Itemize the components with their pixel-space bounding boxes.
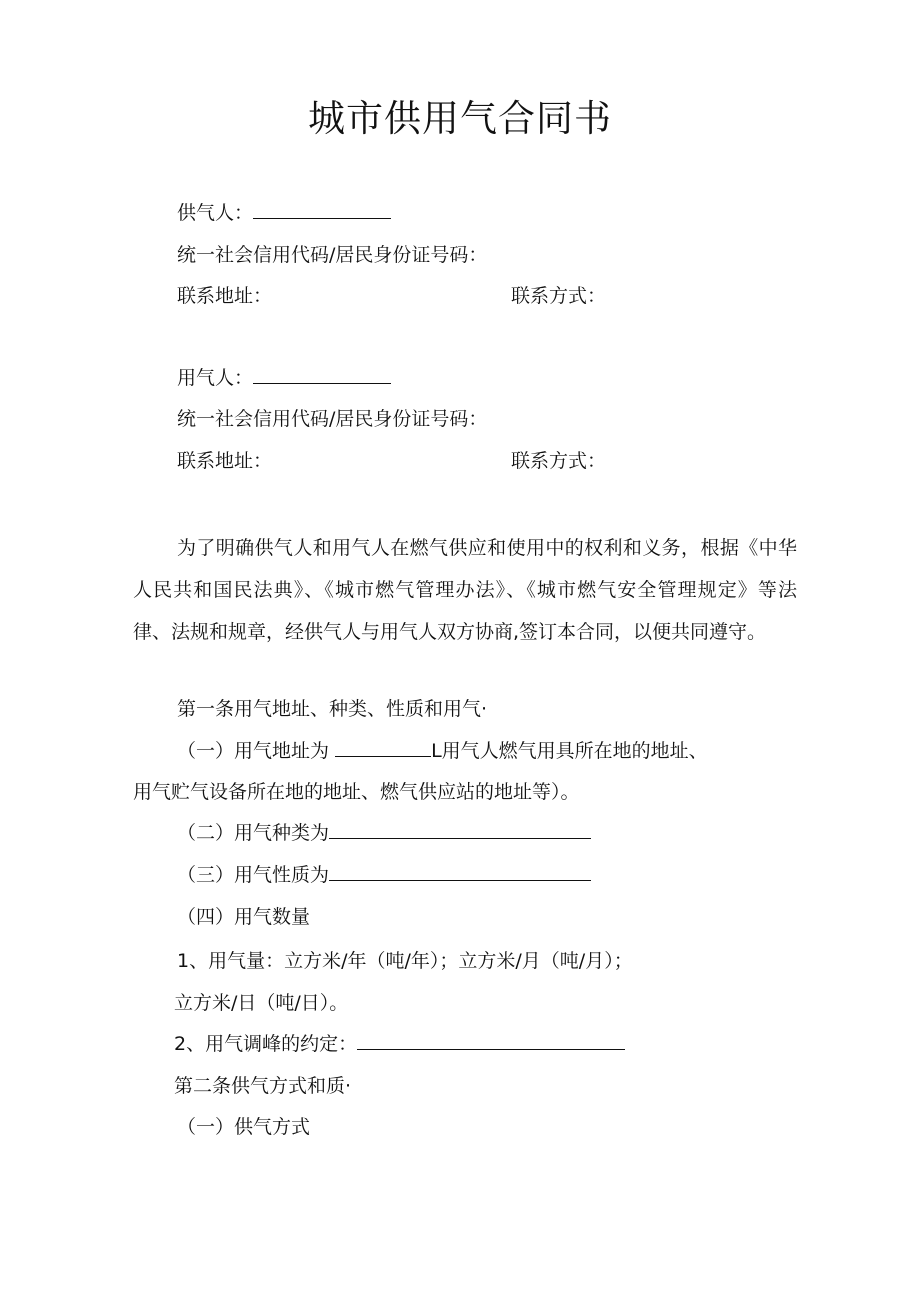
article1-item1-prefix: （一）用气地址为	[177, 740, 330, 762]
user-name-blank	[253, 365, 391, 384]
article1-item2-label: （二）用气种类为	[177, 822, 330, 844]
user-credit-code-label: 统一社会信用代码/居民身份证号码：	[177, 408, 488, 430]
supplier-address-label: 联系地址：	[177, 285, 273, 307]
article1-item1-suffix: L用气人燃气用具所在地的地址、	[431, 740, 708, 762]
article1-item4: （四）用气数量	[177, 906, 311, 928]
article1-heading: 第一条用气地址、种类、性质和用气·	[177, 698, 488, 720]
article2-heading: 第二条供气方式和质·	[174, 1075, 352, 1097]
article1-item1-continuation: 用气贮气设备所在地的地址、燃气供应站的地址等）。	[133, 781, 580, 803]
supplier-credit-code-label: 统一社会信用代码/居民身份证号码：	[177, 244, 488, 266]
supplier-contact-label: 联系方式：	[511, 285, 607, 307]
peak-regulation-label: 2、用气调峰的约定：	[174, 1033, 358, 1055]
article1-item2-line	[177, 819, 591, 847]
user-address-label: 联系地址：	[177, 450, 273, 472]
gas-nature-blank	[329, 862, 591, 881]
supplier-name-blank	[253, 200, 391, 219]
article1-item3-line	[177, 861, 591, 889]
article1-item3-label: （三）用气性质为	[177, 864, 330, 886]
gas-type-blank	[329, 820, 591, 839]
user-contact-label: 联系方式：	[511, 450, 607, 472]
supplier-name-label: 供气人：	[177, 202, 254, 224]
article2-item1: （一）供气方式	[177, 1116, 311, 1138]
address-blank	[335, 738, 431, 757]
intro-paragraph: 为了明确供气人和用气人在燃气供应和使用中的权利和义务，根据《中华人民共和国民法典》、《城市燃气管理办法》、《城市燃气安全管理规定》等法律、法规和规章，经供气人与用气人双方协商,签订本合同，以便共同遵守。	[133, 537, 797, 643]
supplier-name-line	[177, 199, 391, 227]
quantity-line-1: 1、用气量：立方米/年（吨/年）；立方米/月（吨/月）；	[177, 950, 633, 972]
peak-regulation-line	[174, 1030, 625, 1058]
user-name-line	[177, 364, 391, 392]
quantity-line-1-continuation: 立方米/日（吨/日）。	[174, 992, 349, 1014]
peak-regulation-blank	[357, 1031, 625, 1050]
document-title: 城市供用气合同书	[308, 97, 612, 140]
article1-item1-line	[177, 737, 708, 765]
user-name-label: 用气人：	[177, 367, 254, 389]
